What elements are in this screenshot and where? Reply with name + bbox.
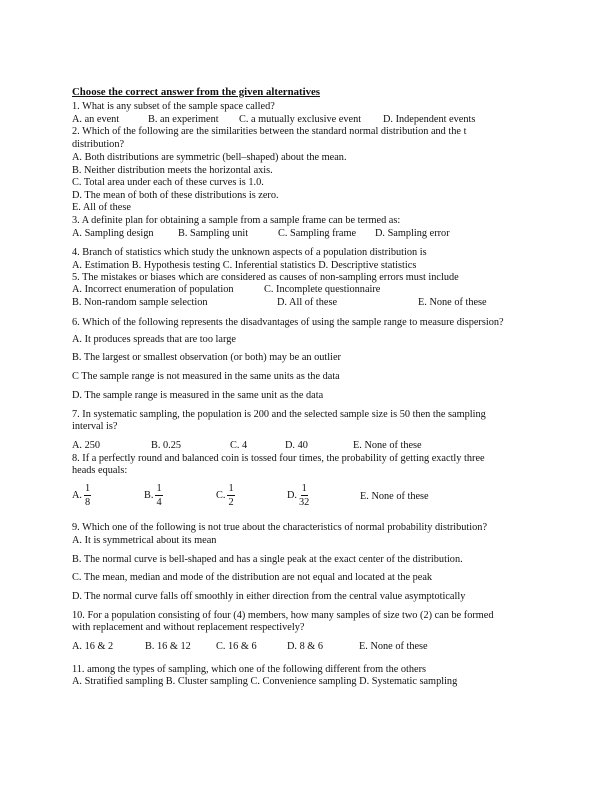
q2-option-c: C. Total area under each of these curves is 1.0. <box>72 177 264 188</box>
q8-option-c <box>216 483 235 508</box>
q2-option-a: A. Both distributions are symmetric (bell–shaped) about the mean. <box>72 152 347 163</box>
question-10-line-2: with replacement and without replacement respectively? <box>72 622 305 633</box>
q8-option-e: E. None of these <box>360 491 429 502</box>
q2-option-b: B. Neither distribution meets the horizontal axis. <box>72 165 273 176</box>
q3-option-d: D. Sampling error <box>375 228 450 239</box>
question-2-line-1: 2. Which of the following are the similarities between the standard normal distribution and the t <box>72 126 467 137</box>
q6-option-b: B. The largest or smallest observation (or both) may be an outlier <box>72 352 341 363</box>
q7-option-a: A. 250 <box>72 440 101 451</box>
q8-option-b <box>144 483 163 508</box>
q9-option-c: C. The mean, median and mode of the distribution are not equal and located at the peak <box>72 572 433 583</box>
q7-option-b: B. 0.25 <box>151 440 182 451</box>
q8-option-b-label: B. <box>144 490 154 501</box>
q4-options: A. Estimation B. Hypothesis testing C. Inferential statistics D. Descriptive statistics <box>72 260 417 271</box>
q5-option-a: A. Incorrect enumeration of population <box>72 284 234 295</box>
q5-option-b: B. Non-random sample selection <box>72 297 208 308</box>
question-8-line-1: 8. If a perfectly round and balanced coin is tossed four times, the probability of getting exactly three <box>72 453 485 464</box>
q8-option-c-label: C. <box>216 490 226 501</box>
question-9: 9. Which one of the following is not true about the characteristics of normal probability distribution? <box>72 522 488 533</box>
question-3: 3. A definite plan for obtaining a sample from a sample frame can be termed as: <box>72 215 401 226</box>
q6-option-c: C The sample range is not measured in the same units as the data <box>72 371 340 382</box>
question-2-line-2: distribution? <box>72 139 125 150</box>
q10-option-c: C. 16 & 6 <box>216 641 257 652</box>
q3-option-b: B. Sampling unit <box>178 228 249 239</box>
q8-option-d-fraction <box>299 483 309 508</box>
q5-option-e: E. None of these <box>418 297 487 308</box>
q8-option-a-fraction <box>84 483 91 508</box>
question-7-line-2: interval is? <box>72 421 118 432</box>
question-5: 5. The mistakes or biases which are considered as causes of non-sampling errors must include <box>72 272 459 283</box>
q9-option-a: A. It is symmetrical about its mean <box>72 535 217 546</box>
fraction-denominator: 8 <box>85 497 91 508</box>
q1-option-b: B. an experiment <box>148 114 219 125</box>
q1-option-c: C. a mutually exclusive event <box>239 114 362 125</box>
q6-option-d: D. The sample range is measured in the same unit as the data <box>72 390 324 401</box>
q10-option-a: A. 16 & 2 <box>72 641 114 652</box>
q9-option-b: B. The normal curve is bell-shaped and has a single peak at the exact center of the distribution. <box>72 554 463 565</box>
q10-option-d: D. 8 & 6 <box>287 641 324 652</box>
q11-options: A. Stratified sampling B. Cluster sampling C. Convenience sampling D. Systematic sampling <box>72 676 458 687</box>
fraction-denominator: 4 <box>156 497 162 508</box>
q2-option-d: D. The mean of both of these distributions is zero. <box>72 190 279 201</box>
q6-option-a: A. It produces spreads that are too large <box>72 334 236 345</box>
q8-option-d <box>287 483 309 508</box>
q3-option-a: A. Sampling design <box>72 228 154 239</box>
q5-option-d: D. All of these <box>277 297 338 308</box>
q8-option-d-label: D. <box>287 490 298 501</box>
q10-option-e: E. None of these <box>359 641 428 652</box>
q3-option-c: C. Sampling frame <box>278 228 357 239</box>
q1-option-d: D. Independent events <box>383 114 476 125</box>
fraction-numerator: 1 <box>301 483 307 494</box>
fraction-denominator: 32 <box>299 497 310 508</box>
fraction-numerator: 1 <box>156 483 162 494</box>
q8-option-a-label: A. <box>72 490 83 501</box>
question-11: 11. among the types of sampling, which one of the following different from the others <box>72 664 427 675</box>
q5-option-c: C. Incomplete questionnaire <box>264 284 381 295</box>
fraction-numerator: 1 <box>228 483 234 494</box>
question-6: 6. Which of the following represents the disadvantages of using the sample range to measure dispersion? <box>72 317 504 328</box>
q1-option-a: A. an event <box>72 114 120 125</box>
q7-option-e: E. None of these <box>353 440 422 451</box>
q2-option-e: E. All of these <box>72 202 131 213</box>
q7-option-c: C. 4 <box>230 440 248 451</box>
question-4: 4. Branch of statistics which study the unknown aspects of a population distribution is <box>72 247 427 258</box>
q9-option-d: D. The normal curve falls off smoothly in either direction from the central value asymptotically <box>72 591 466 602</box>
fraction-numerator: 1 <box>85 483 91 494</box>
q8-option-a <box>72 483 91 508</box>
q10-option-b: B. 16 & 12 <box>145 641 191 652</box>
question-7-line-1: 7. In systematic sampling, the population is 200 and the selected sample size is 50 then the sampling <box>72 409 486 420</box>
q8-option-c-fraction <box>227 483 234 508</box>
q7-option-d: D. 40 <box>285 440 308 451</box>
question-10-line-1: 10. For a population consisting of four (4) members, how many samples of size two (2) can be formed <box>72 610 494 621</box>
fraction-denominator: 2 <box>228 497 234 508</box>
question-8-line-2: heads equals: <box>72 465 128 476</box>
section-heading: Choose the correct answer from the given alternatives <box>72 86 320 98</box>
question-1: 1. What is any subset of the sample space called? <box>72 101 275 112</box>
q8-option-b-fraction <box>155 483 162 508</box>
